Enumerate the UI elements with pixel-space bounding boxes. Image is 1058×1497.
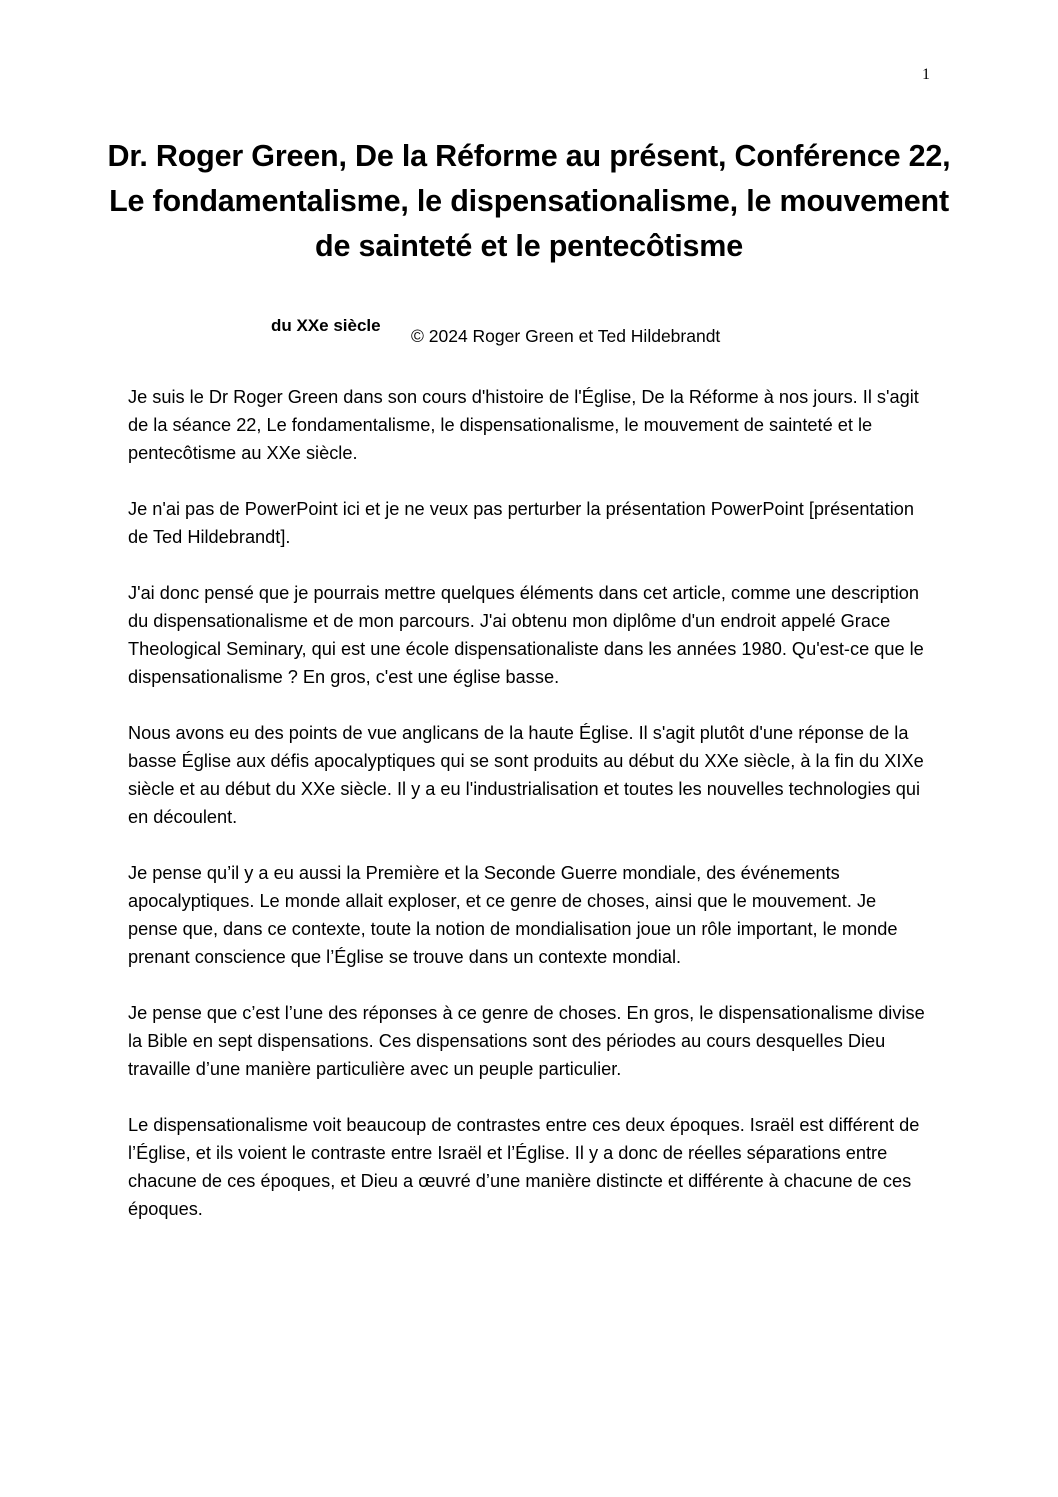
document-subtitle: du XXe siècle — [271, 316, 381, 335]
document-body — [128, 383, 928, 1251]
copyright-notice: © 2024 Roger Green et Ted Hildebrandt — [411, 326, 721, 346]
paragraph-7: Le dispensationalisme voit beaucoup de contrastes entre ces deux époques. Israël est différent de l’Église, et ils voient le contraste entre Israël et l’Église. Il y a donc de réelles séparations entre chacune de ces époques, et Dieu a œuvré d’une manière distincte et différente à chacune de ces époques. — [128, 1115, 920, 1219]
paragraph-4: Nous avons eu des points de vue anglicans de la haute Église. Il s'agit plutôt d'une réponse de la basse Église aux défis apocalyptiques qui se sont produits au début du XXe siècle, à la fin du XIXe siècle et au début du XXe siècle. Il y a eu l'industrialisation et toutes les nouvelles technologies qui en découlent. — [128, 723, 924, 827]
page-number: 1 — [922, 66, 930, 83]
document-title: Dr. Roger Green, De la Réforme au présent, Conférence 22, Le fondamentalisme, le dispensationalisme, le mouvement de sainteté et le pentecôtisme — [107, 139, 951, 263]
paragraph-1: Je suis le Dr Roger Green dans son cours d'histoire de l'Église, De la Réforme à nos jours. Il s'agit de la séance 22, Le fondamentalisme, le dispensationalisme, le mouvement de sainteté et le pentecôtisme au XXe siècle. — [128, 387, 919, 463]
paragraph-3: J'ai donc pensé que je pourrais mettre quelques éléments dans cet article, comme une description du dispensationalisme et de mon parcours. J'ai obtenu mon diplôme d'un endroit appelé Grace Theological Seminary, qui est une école dispensationaliste dans les années 1980. Qu'est-ce que le dispensationalisme ? En gros, c'est une église basse. — [128, 583, 924, 687]
paragraph-2: Je n'ai pas de PowerPoint ici et je ne veux pas perturber la présentation PowerPoint [présentation de Ted Hildebrandt]. — [128, 499, 914, 547]
paragraph-6: Je pense que c’est l’une des réponses à ce genre de choses. En gros, le dispensationalisme divise la Bible en sept dispensations. Ces dispensations sont des périodes au cours desquelles Dieu travaille d’une manière particulière avec un peuple particulier. — [128, 1003, 925, 1079]
paragraph-5: Je pense qu’il y a eu aussi la Première et la Seconde Guerre mondiale, des événements apocalyptiques. Le monde allait exploser, et ce genre de choses, ainsi que le mouvement. Je pense que, dans ce contexte, toute la notion de mondialisation joue un rôle important, le monde prenant conscience que l’Église se trouve dans un contexte mondial. — [128, 863, 898, 967]
